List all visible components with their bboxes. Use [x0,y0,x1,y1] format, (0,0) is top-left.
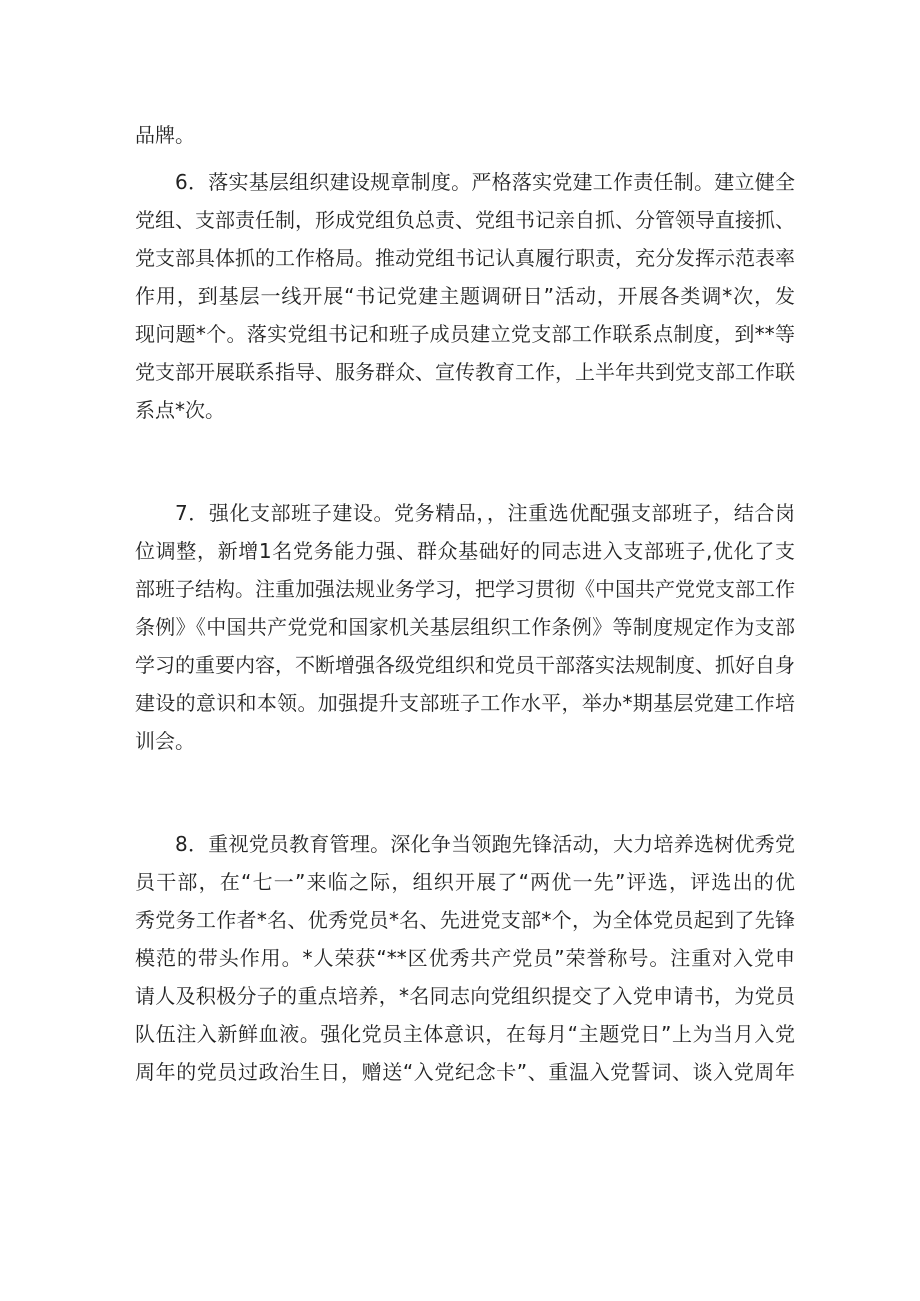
paragraph-item-6 [135,163,795,429]
text-line: 学习的重要内容，不断增强各级党组织和党员干部落实法规制度、抓好自身 [135,653,795,677]
text-line: 建设的意识和本领。加强提升支部班子工作水平，举办*期基层党建工作培 [135,691,795,715]
text-line: 6．落实基层组织建设规章制度。严格落实党建工作责任制。建立健全 [175,170,795,194]
text-line: 模范的带头作用。*人荣获“**区优秀共产党员”荣誉称号。注重对入党申 [135,946,795,970]
text-line: 党支部具体抓的工作格局。推动党组书记认真履行职责，充分发挥示范表率 [135,246,795,270]
text-line: 队伍注入新鲜血液。强化党员主体意识，在每月“主题党日”上为当月入党 [135,1022,795,1046]
text-line: 训会。 [135,729,195,753]
text-line: 8．重视党员教育管理。深化争当领跑先锋活动，大力培养选树优秀党 [175,832,795,856]
text-line: 部班子结构。注重加强法规业务学习，把学习贯彻《中国共产党党支部工作 [135,577,795,601]
paragraph-continuation [135,116,795,154]
text-line: 秀党务工作者*名、优秀党员*名、先进党支部*个，为全体党员起到了先锋 [135,908,795,932]
text-line: 7．强化支部班子建设。党务精品，，注重选优配强支部班子，结合岗 [175,501,795,525]
paragraph-item-7 [135,494,795,760]
text-line: 品牌。 [135,123,195,147]
text-line: 现问题*个。落实党组书记和班子成员建立党支部工作联系点制度，到**等 [135,322,795,346]
text-line: 党组、支部责任制，形成党组负总责、党组书记亲自抓、分管领导直接抓、 [135,208,795,232]
text-line: 条例》《中国共产党党和国家机关基层组织工作条例》等制度规定作为支部 [135,615,795,639]
text-line: 位调整，新增1名党务能力强、群众基础好的同志进入支部班子,优化了支 [135,539,795,563]
text-line: 作用，到基层一线开展“书记党建主题调研日”活动，开展各类调*次，发 [135,284,795,308]
text-line: 请人及积极分子的重点培养，*名同志向党组织提交了入党申请书，为党员 [135,984,795,1008]
text-line: 党支部开展联系指导、服务群众、宣传教育工作，上半年共到党支部工作联 [135,360,795,384]
paragraph-item-8 [135,825,795,1091]
text-line: 系点*次。 [135,398,225,422]
text-line: 周年的党员过政治生日，赠送“入党纪念卡”、重温入党誓词、谈入党周年 [135,1060,795,1084]
text-line: 员干部，在“七一”来临之际，组织开展了“两优一先”评选，评选出的优 [135,870,795,894]
